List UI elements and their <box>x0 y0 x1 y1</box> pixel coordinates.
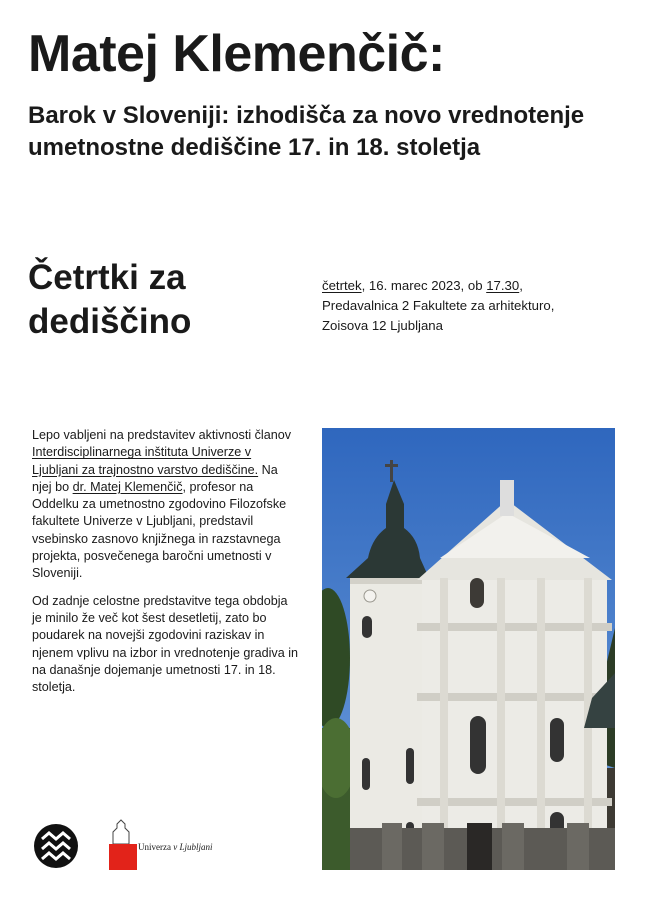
university-logo <box>109 818 229 870</box>
p1-text-start: Lepo vabljeni na predstavitev aktivnosti članov <box>32 428 292 442</box>
p1-text-middle: Na njej bo <box>32 462 278 494</box>
paragraph-1 <box>32 427 300 583</box>
institute-logo-icon <box>33 823 79 869</box>
event-date: , 16. marec 2023, ob <box>361 278 487 293</box>
p1-text-end: , profesor na Oddelku za umetnostno zgodovino Filozofske fakultete Univerze v Ljubljani, predstavil vsebinsko zasnovo knjižnega in razstavnega projekta, posvečenega baročni umetnosti v Sloveniji. <box>32 479 287 581</box>
event-details <box>322 276 622 336</box>
series-name-line1: Četrtki za <box>28 258 186 297</box>
paragraph-2: Od zadnje celostne predstavitve tega obdobja je minilo že več kot šest desetletij, zato bo poudarek na novejši zgodovini raziskav in njenem vplivu na izbor in vrednotenje gradiva in na današnje dojemanje umetnosti 17. in 18. stoletja. <box>32 593 299 695</box>
university-name <box>138 842 213 852</box>
page-subtitle: Barok v Sloveniji: izhodišča za novo vrednotenje umetnostne dediščine 17. in 18. stoletja <box>28 102 585 161</box>
church-photo <box>322 428 615 870</box>
event-time-suffix: , <box>519 278 523 293</box>
university-name-part1: Univerza <box>138 842 174 852</box>
event-address: Zoisova 12 Ljubljana <box>322 318 443 333</box>
university-seal-icon <box>109 818 137 870</box>
event-day: četrtek <box>322 278 362 293</box>
page-title: Matej Klemenčič: <box>28 25 445 83</box>
series-name <box>28 256 288 344</box>
series-name-line2: dediščino <box>28 302 192 341</box>
speaker-link[interactable]: dr. Matej Klemenčič <box>72 479 183 494</box>
institute-link[interactable]: Interdisciplinarnega inštituta Univerze v Ljubljani za trajnostno varstvo dediščine. <box>32 445 259 477</box>
event-time: 17.30 <box>486 278 520 293</box>
university-name-part2: v Ljubljani <box>173 842 213 852</box>
event-venue: Predavalnica 2 Fakultete za arhitekturo, <box>322 298 555 313</box>
body-text <box>32 427 300 706</box>
